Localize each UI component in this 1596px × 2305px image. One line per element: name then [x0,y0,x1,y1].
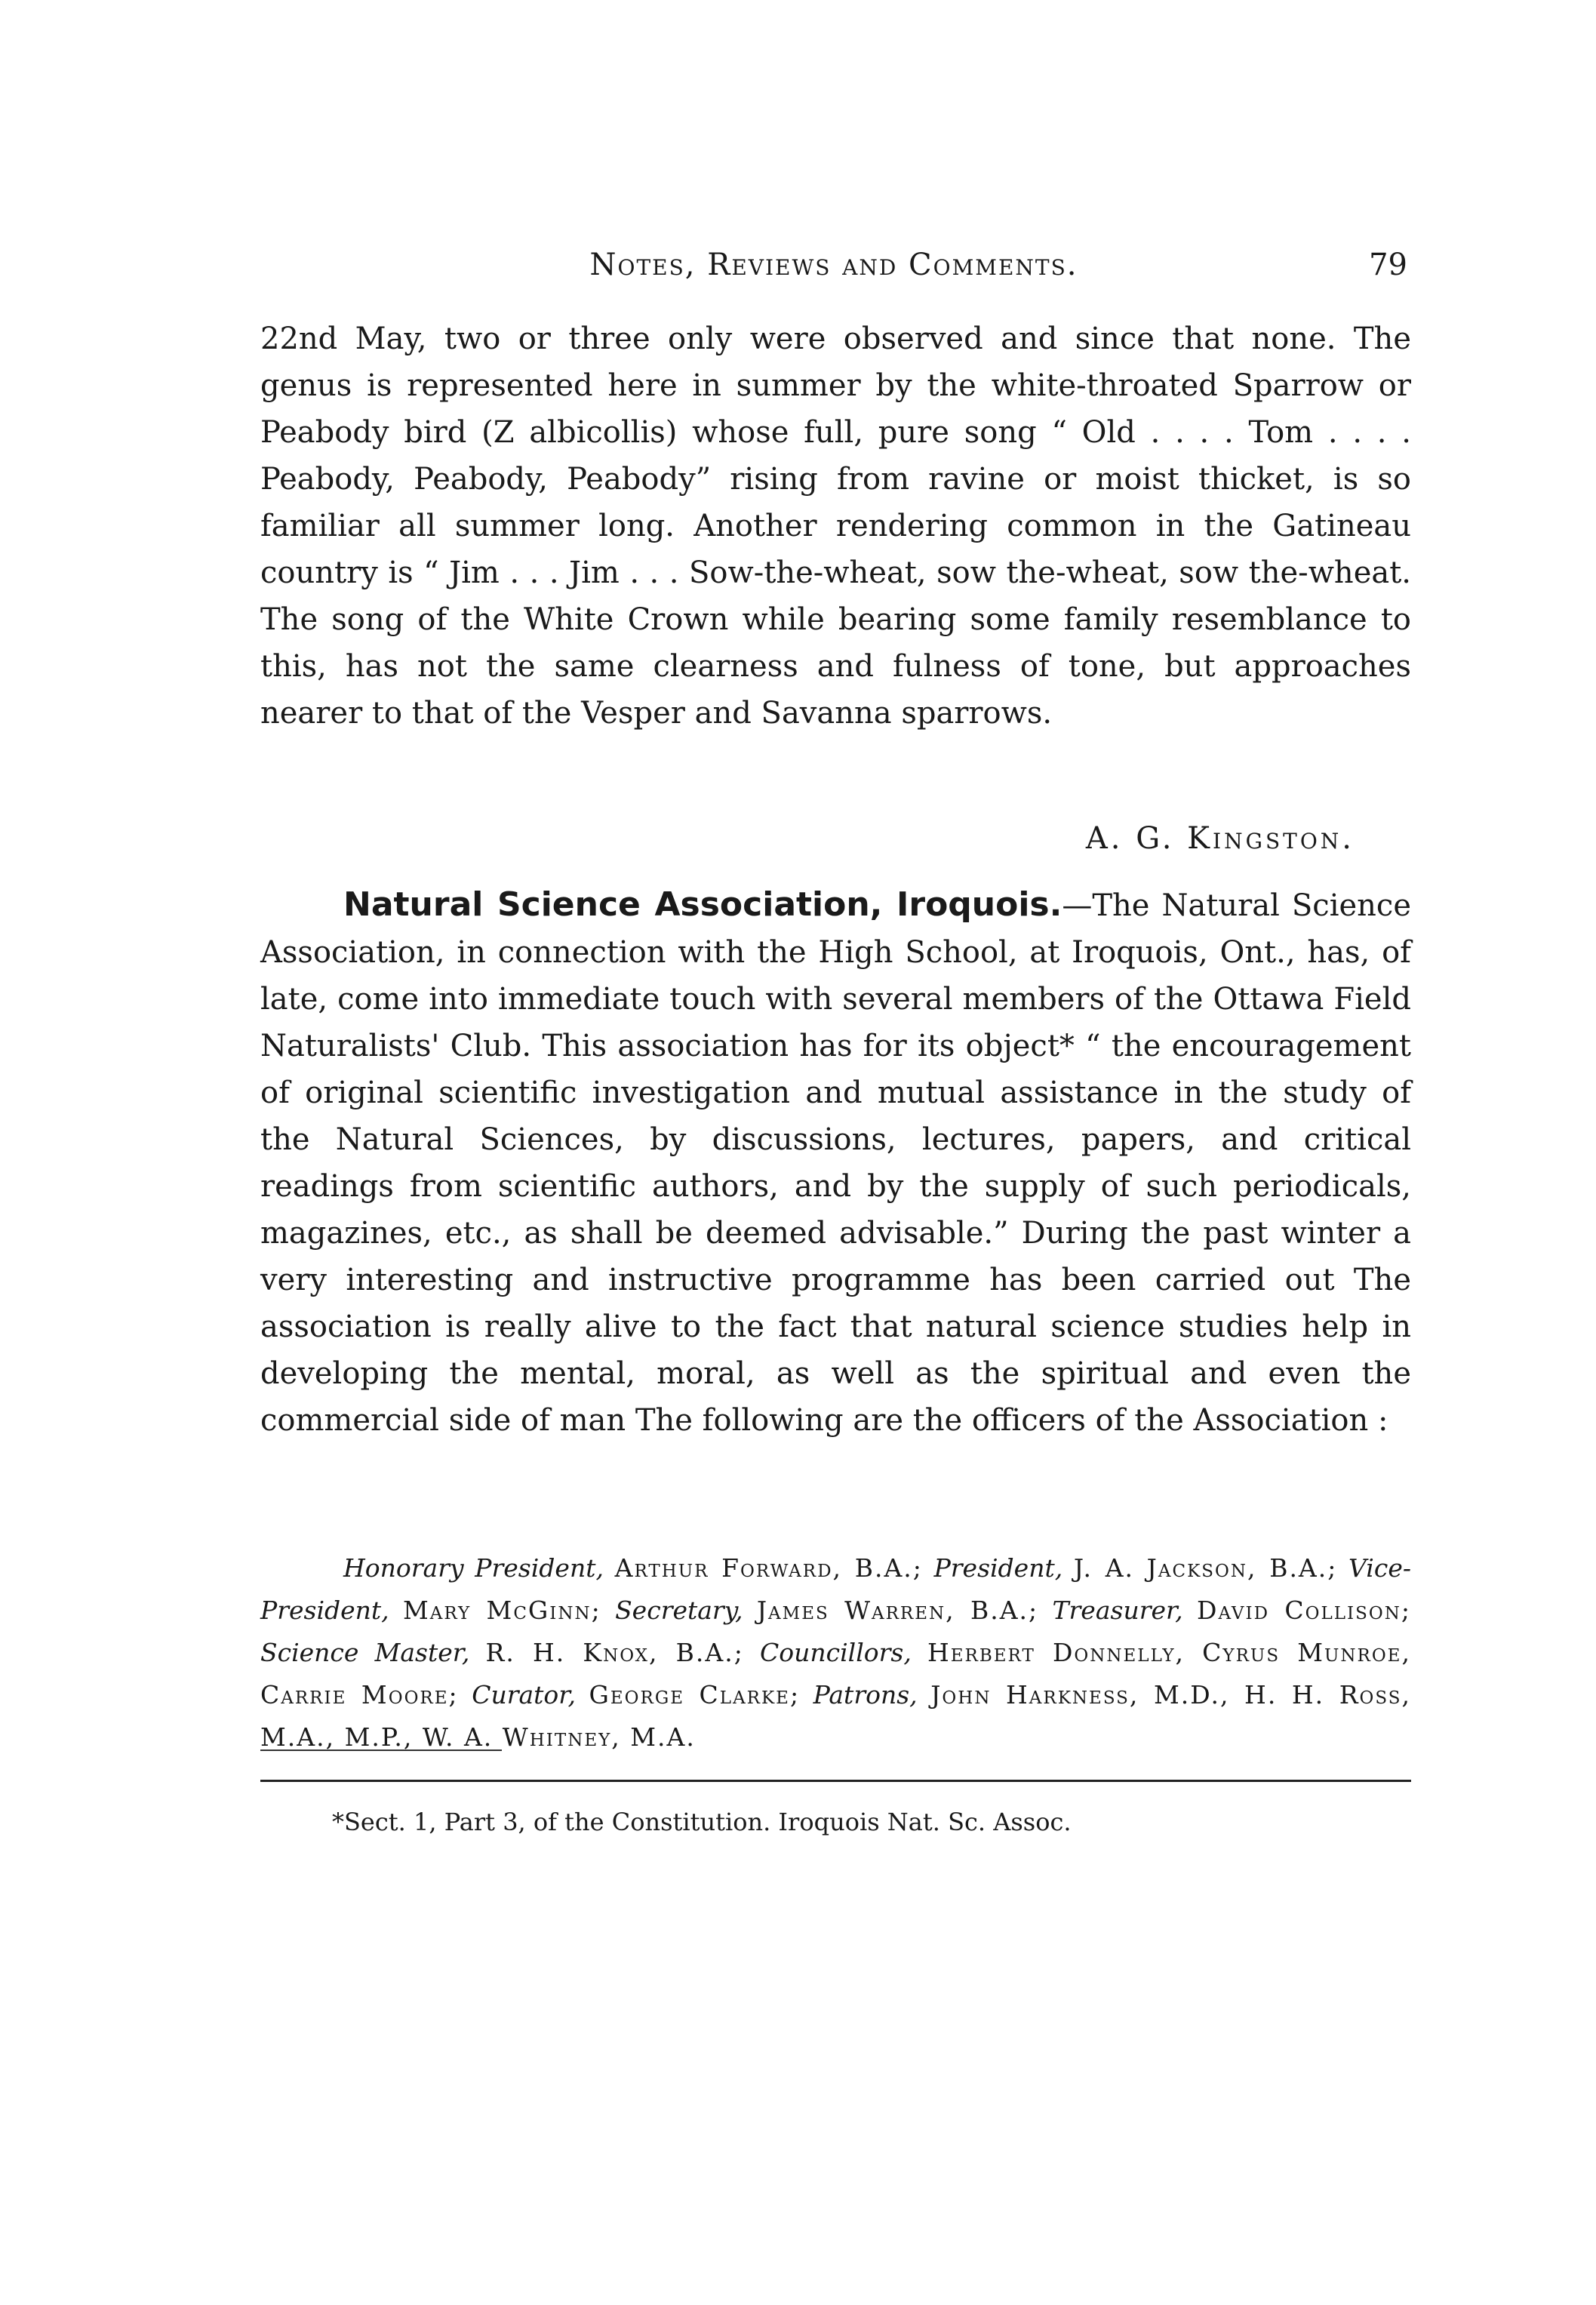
officer-role: President, [933,1553,1063,1583]
officer-role: Secretary, [615,1596,743,1625]
officer-role: Vice-President, [260,1553,1412,1625]
officer-role: Councillors, [759,1638,912,1667]
officer-role: Science Master, [260,1638,470,1667]
running-head: Notes, Reviews and Comments. [589,248,1078,282]
officer-name: John Harkness, M.D., H. H. Ross, M.A., M.P., W. A. Whitney, M.A. [260,1680,1411,1752]
footnote: *Sect. 1, Part 3, of the Constitution. Iroquois Nat. Sc. Assoc. [332,1808,1072,1836]
officer-role: Honorary President, [343,1553,604,1583]
page-number: 79 [1369,248,1407,282]
officer-name: R. H. Knox, B.A.; [485,1638,744,1667]
paragraph-association [260,882,1411,1444]
association-text: The Natural Science Association, in connection with the High School, at Iroquois, Ont., has, of late, come into immediate touch with several members of the Ottawa Field Naturalists' Club. This association has for its object* “ the encouragement of original scientific investigation and mutual assistance in the study of the Natural Sciences, by discussions, lectures, papers, and critical readings from scientific authors, and by the supply of such periodicals, magazines, etc., as shall be deemed advisable.” During the past winter a very interesting and instructive programme has been carried out The association is really alive to the fact that natural science studies help in developing the mental, moral, as well as the spiritual and even the commercial side of man The following are the officers of the Association : [260,888,1412,1438]
author-signature: A. G. Kingston. [1085,821,1355,856]
officers-list [260,1547,1411,1759]
officer-name: J. A. Jackson, B.A.; [1073,1553,1338,1583]
footnote-separator-rule [260,1780,1411,1782]
officer-name: James Warren, B.A.; [756,1596,1039,1625]
officer-name: Herbert Donnelly, Cyrus Munroe, Carrie Moore; [260,1638,1411,1710]
officer-name: Arthur Forward, B.A.; [614,1553,923,1583]
officer-role: Curator, [472,1680,576,1710]
paragraph-sparrows: 22nd May, two or three only were observed and since that none. The genus is represented here in summer by the white-throated Sparrow or Peabody bird (Z albicollis) whose full, pure song “ Old . . . . Tom . . . . Peabody, Peabody, Peabody” rising from ravine or moist thicket, is so familiar all summer long. Another rendering common in the Gatineau country is “ Jim . . . Jim . . . Sow-the-wheat, sow the-wheat, sow the-wheat. The song of the White Crown while bearing some family resemblance to this, has not the same clearness and fulness of tone, but approaches nearer to that of the Vesper and Savanna sparrows. [260,322,1411,731]
officer-name: Mary McGinn; [403,1596,601,1625]
officer-role: Patrons, [813,1680,918,1710]
section-end-rule [260,1750,502,1751]
page-header [260,248,1407,293]
officer-name: David Collison; [1196,1596,1411,1625]
heading-dash: — [1062,888,1093,923]
officer-name: George Clarke; [589,1680,801,1710]
section-heading: Natural Science Association, Iroquois. [343,885,1062,924]
officer-role: Treasurer, [1052,1596,1183,1625]
